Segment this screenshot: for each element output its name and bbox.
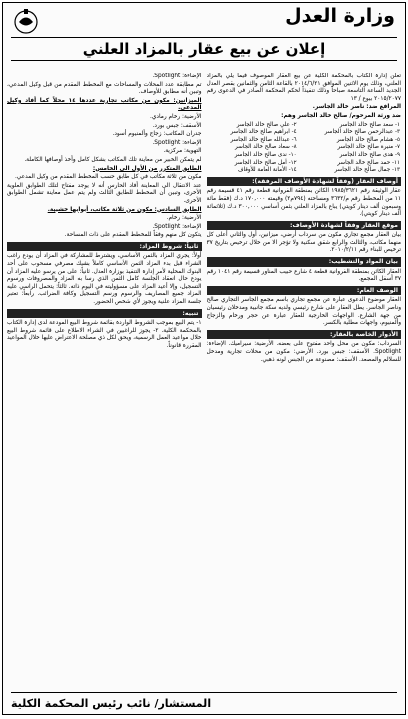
header (3, 3, 405, 69)
left-column (7, 73, 202, 680)
spec-line: لم يتمكن الخبير من معاينة تلك المكاتب بشكل كامل وأخذ أوصافها الكاملة. (24, 156, 202, 163)
general-text: العقار موضوع الدعوى عبارة عن مجمع تجاري باسم مجمع الجاسر التجاري صالح وناصر الجاسر. يطل العقار على شارع رئيسي ولديه سكة جانبية ومدخلان رئيسيان من جهة الشارع. الواجهات الخارجية للعقار عبارة عن حجر ورخام والزجاج وألمنيوم، واجهات مطلية بالكسر. (206, 297, 401, 327)
layout-text: السرداب: مكون من محل واحد مفتوح على بعضه. الأرضية: سيراميك. الإضاءة: Spotlight. الأسقف: جبس بورد. الأرضي: مكون من محلات تجارية ومدخل للسلالم والمصعد. الأسقف: مصنوعة من الجبس لونه ذهبي. (206, 341, 401, 363)
ministry-name: وزارة العدل (285, 5, 395, 27)
spec-line: عند الانتقال الى المعاينة أفاد الحارس أنه لا يوجد مفتاح لتلك الطوابق العلوية الأخرى، وتبين أن المخطط للطابق الثالث ولم يتم عمل معاينة تشمل الطوابق الأخرى. (7, 182, 202, 204)
heir-item: ٦- عبدالله صالح خالد الجاسر (230, 136, 297, 143)
spec-line: جدران المكاتب: زجاج وألمنيوم أسود. (112, 131, 202, 138)
spec-line: الميزانين: مكون من مكاتب تجارية عددها ١٤ محلاً كما أفاد وكيل المدعي. (7, 97, 202, 112)
heir-item: ٩- هدى صالح خالد الجاسر (339, 151, 400, 158)
section-specs-heading: بيان المواد والتشطيب: (207, 257, 402, 267)
signature-footer: المستشار/ نائب رئيس المحكمة الكلية (11, 692, 397, 710)
conditions-text: أولاً: يجري المزاد بالثمن الأساسي، ويشترط للمشاركة في المزاد أن يودع راغب الشراء قبل بدء المزاد الثمن الأساسي كاملاً بشيك مصرفي مسحوب على أحد البنوك المحلية لأمر إدارة التنفيذ بوزارة العدل. ثانياً: على من يرسو عليه المزاد أن يودع حال انعقاد الجلسة كامل الثمن الذي رسا به المزاد والمصروفات ورسوم التسجيل، وإلا أعيد المزاد على مسؤوليته في اليوم ذاته. ثالثاً: يتحمل الراسي عليه المزاد جميع المصاريف والرسوم ورسم التسجيل وكافة الضرائب. رابعاً: تعتبر جلسة المزاد علنية ويجوز لأي شخص الحضور. (7, 253, 202, 306)
spec-line: تم مطابقة عدد المحلات والمساحات مع المخطط المقدم من قبل وكيل المدعي، وتبين أنه مطابق للأوصاف. (7, 81, 202, 96)
spec-line: الأرضية: رخام رمادي. (149, 113, 202, 120)
section-layout-heading: الأدوار الخاصة بالعقار: (207, 330, 402, 340)
spec-line: الإضاءة: Spotlight. (152, 73, 202, 79)
spec-line: الأرضية: رخام. (166, 215, 202, 222)
heir-item: ١٢- أمل صالح خالد الجاسر (234, 159, 297, 166)
right-column (207, 73, 402, 680)
specs-text: العقار الكائن بمنطقة الفروانية قطعة ٤ شارع حبيب المناور قسيمة رقم ١٠٤١ رقم ٣٧ أسفل المجمع. (206, 268, 401, 283)
announcement-title: إعلان عن بيع عقار بالمزاد العلني (11, 37, 397, 61)
heir-item: ١٣- جمال صالح خالد الجاسر (334, 167, 400, 174)
heir-item: ٢- علي صالح خالد الجاسر (236, 121, 297, 128)
section-conditions-heading: ثانياً: شروط المزاد: (7, 242, 202, 252)
columns (7, 73, 401, 680)
section-general-heading: الوصف العام: (207, 286, 402, 296)
heir-item: ١٠- ندى صالح خالد الجاسر (234, 151, 297, 158)
spec-line: الطابق السادس: مكون من ثلاثة مكاتب، أبوابها خشبية. (47, 206, 202, 213)
notes-text: ١- يتم البيع بموجب الشروط الواردة بقائمة شروط البيع المودعة لدى إدارة الكتاب بالمحكمة الكلية. ٢- يجوز للراغبين في الشراء الاطلاع على قائمة شروط البيع خلال مواعيد العمل الرسمية، ويحق لكل ذي مصلحة الاعتراض عليها خلال المواعيد المقررة قانوناً. (7, 320, 202, 349)
intro-text: تعلن إدارة الكتاب بالمحكمة الكلية عن بيع العقار الموصوف فيما يلي بالمزاد العلني، وذلك يوم الاثنين الموافق ٢٠١٤/٦/٢١ بالقاعة الثامن والثمانين بقصر العدل الجديد الساعة التاسعة صباحاً وذلك تنفيذاً لحكم المحكمة الصادر في الدعوى رقم ٢٠١٥/٢٠٧٧ بيوع / ١٣ (206, 73, 401, 102)
spec-line: يتكون كل منهم وفقاً للمخطط المقدم على ذات المساحة. (64, 232, 202, 239)
heir-item: ٧- منيرة صالح خالد الجاسر (337, 144, 400, 151)
kuwait-emblem-icon (11, 7, 41, 35)
heirs-table (207, 122, 402, 175)
heir-item: ١٤- الأمانة العامة للأوقاف (237, 167, 297, 174)
heir-item: ١١- حمد صالح خالد الجاسر (337, 159, 400, 166)
spec-line: مكون من ثلاثة مكاتب في كل طابق حسب المخطط المقدم من وكيل المدعي. (14, 174, 202, 181)
section-property-heading: أوصاف العقار (وفقاً لشهادة الأوصاف المرفقة): (207, 177, 402, 187)
spec-line: الطابق المتكرر من الأول الى الخامس: (92, 165, 202, 172)
section-notes-heading: تنبيه: (7, 309, 202, 319)
heir-item: ٤- ابراهيم صالح خالد الجاسر (230, 129, 297, 136)
heir-item: ١- سعد صالح خالد الجاسر (339, 121, 400, 128)
plaintiff-label: المرافع ضد: ناصر خالد الجاسر. (312, 104, 401, 111)
spec-line: التهوية: مركزية. (163, 148, 202, 155)
location-text: بيان العقار مجمع تجاري مكون من سرداب أرضي، ميزانين، أول والثاني أعلى كل منهما مكاتب، والثالث والرابع شقق سكنية ولا تؤجر الا من خلال ترخيص بتاريخ ٣٧ ترخيص للبناء رقم ٢٠١٠/٢/١١. (206, 232, 401, 254)
heir-item: ٣- عبدالرحمن صالح خالد الجاسر (324, 129, 400, 136)
announcement-page (2, 2, 406, 715)
spec-line: الإضاءة: Spotlight. (152, 139, 202, 146)
section-location-heading: موقع العقار وفقاً لشهادة الأوصاف: (207, 221, 402, 231)
spec-line: الأسقف: جبس بورد. (152, 122, 202, 129)
heir-item: ٥- هشام صالح خالد الجاسر (336, 136, 400, 143)
heir-item: ٨- سعاد صالح خالد الجاسر (235, 144, 297, 151)
property-text: عقار الوثيقة رقم ١٩٨٥/٣٦٢١ الكائن بمنطقة الفروانية قطعة رقم ٤١ قسيمة رقم ١١ من المخطط رقم م/٣٦٣٢ ومساحته (٧٩٤م٢) وقيمته ١٧٠,٠٠٠ د.ك (فقط مائة وسبعون ألف دينار كويتي) يباع بالمزاد العلني بثمن أساسي ٣٠٠,٠٠٠ د.ك (ثلاثمائة ألف دينار كويتي). (206, 188, 401, 218)
defendant-label: ضد ورثة المرحوم/ صالح خالد الجاسر وهم: (281, 112, 401, 119)
spec-line: الإضاءة: Spotlight. (152, 223, 202, 230)
